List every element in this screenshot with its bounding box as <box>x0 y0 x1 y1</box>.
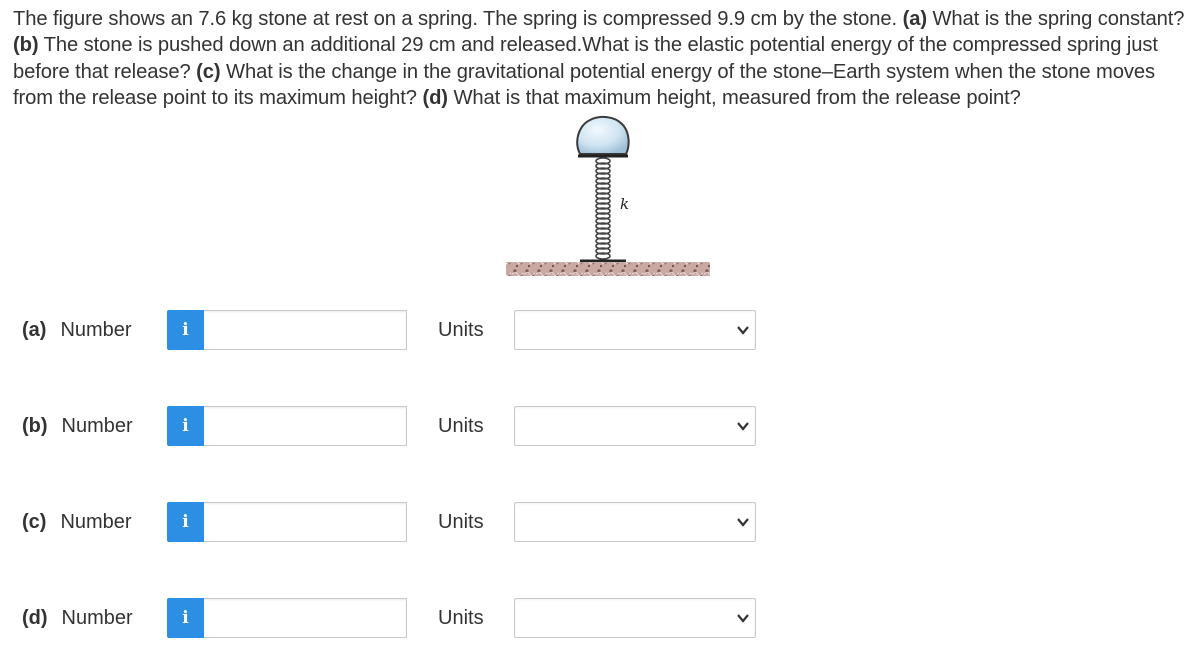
units-label: Units <box>438 511 484 533</box>
number-input[interactable] <box>204 406 407 446</box>
chevron-down-icon <box>737 324 749 336</box>
answer-row-d <box>0 597 800 641</box>
chevron-down-icon <box>737 516 749 528</box>
units-label: Units <box>438 607 484 629</box>
part-label: (a) <box>22 319 47 341</box>
info-icon: i <box>182 608 189 628</box>
question-intro: The figure shows an 7.6 kg stone at rest on a spring. The spring is compressed 9.9 cm by the stone. <box>13 8 898 30</box>
units-label: Units <box>438 415 484 437</box>
units-dropdown[interactable] <box>514 598 756 638</box>
spring-constant-label: k <box>620 195 630 213</box>
stone <box>577 117 628 154</box>
part-label: (d) <box>22 607 48 629</box>
info-button[interactable] <box>167 598 204 638</box>
number-label: Number <box>60 511 132 533</box>
number-input[interactable] <box>204 598 407 638</box>
ground <box>506 262 710 276</box>
part-d-tag: (d) <box>422 86 448 109</box>
units-dropdown[interactable] <box>514 406 756 446</box>
part-a-tag: (a) <box>902 8 927 30</box>
info-button[interactable] <box>167 502 204 542</box>
info-icon: i <box>182 416 189 436</box>
answer-row-c <box>0 501 800 545</box>
spring <box>596 158 610 259</box>
units-label: Units <box>438 319 484 341</box>
part-a-question: What is the spring constant? <box>932 8 1185 30</box>
part-label: (c) <box>22 511 47 533</box>
part-label: (b) <box>22 415 48 437</box>
question-text <box>13 6 1189 111</box>
info-button[interactable] <box>167 406 204 446</box>
number-input[interactable] <box>204 310 407 350</box>
units-dropdown[interactable] <box>514 502 756 542</box>
part-c-question: What is the change in the gravitational potential energy of the stone–Earth system when the stone moves from the release point to its maximum height? <box>13 60 1155 109</box>
chevron-down-icon <box>737 420 749 432</box>
part-d-question: What is that maximum height, measured from the release point? <box>453 86 1021 109</box>
info-icon: i <box>182 512 189 532</box>
stone-spring-diagram <box>500 112 720 284</box>
units-dropdown[interactable] <box>514 310 756 350</box>
info-button[interactable] <box>167 310 204 350</box>
answer-row-a <box>0 309 800 353</box>
chevron-down-icon <box>737 612 749 624</box>
part-b-question: The stone is pushed down an additional 29 cm and released.What is the elastic potential energy of the compressed spring just before that release? <box>13 34 1158 83</box>
number-label: Number <box>61 415 133 437</box>
part-c-tag: (c) <box>196 60 221 83</box>
answer-row-b <box>0 405 800 449</box>
stone-spring-figure <box>500 112 720 284</box>
part-b-tag: (b) <box>13 34 39 57</box>
info-icon: i <box>182 320 189 340</box>
number-label: Number <box>61 607 133 629</box>
number-input[interactable] <box>204 502 407 542</box>
number-label: Number <box>60 319 132 341</box>
